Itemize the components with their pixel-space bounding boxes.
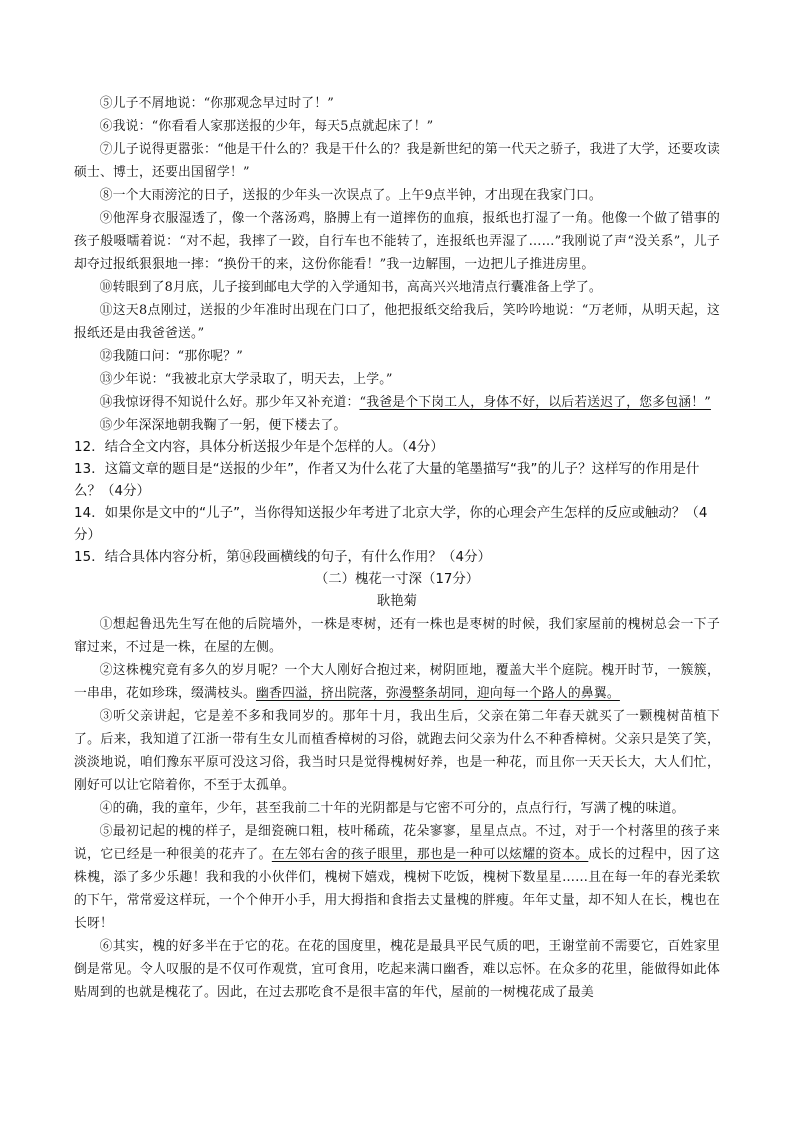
paragraph-14-lead: ⑭我惊讶得不知说什么好。那少年又补充道：	[99, 395, 360, 410]
question-15: 15．结合具体内容分析，第⑭段画横线的句子，有什么作用？（4分）	[74, 550, 492, 565]
essay-paragraph-2	[74, 659, 720, 705]
essay-paragraph-6: ⑥其实，槐的好多半在于它的花。在花的国度里，槐花是最具平民气质的吧，王谢堂前不需要它，百姓家里倒是常见。令人叹服的是不仅可作观赏，宜可食用，吃起来满口幽香，难以忘怀。在众多的花里，能做得如此体贴周到的也就是槐花了。因此，在过去那吃食不是很丰富的年代，屋前的一树槐花成了最美	[74, 939, 720, 1000]
story-paragraph-13: ⑬少年说：“我被北京大学录取了，明天去，上学。”	[99, 372, 393, 387]
paragraph-2-underlined-sentence: 幽香四溢，挤出院落，弥漫整条胡同，迎向每一个路人的鼻翼。	[255, 686, 620, 701]
paragraph-5-lead: ⑤最初记起的槐的样子，是细瓷碗口粗，枝叶稀疏，花朵寥寥，星星点点。不过，对于一个村落里的孩子来说，它已经是一种很美的花卉了。	[74, 824, 720, 862]
story-paragraph-6: ⑥我说：“你看看人家那送报的少年，每天5点就起床了！”	[99, 119, 434, 134]
story-paragraph-8: ⑧一个大雨滂沱的日子，送报的少年头一次误点了。上午9点半钟，才出现在我家门口。	[99, 188, 602, 203]
story-paragraph-12: ⑫我随口问：“那你呢？”	[99, 349, 244, 364]
story-paragraph-15: ⑮少年深深地朝我鞠了一躬，便下楼去了。	[99, 418, 347, 433]
section-author: 耿艳菊	[376, 594, 418, 609]
story-paragraph-9: ⑨他浑身衣服湿透了，像一个落汤鸡，胳膊上有一道摔伤的血痕，报纸也打湿了一角。他像一个做了错事的孩子般嗫嚅着说：“对不起，我摔了一跤，自行车也不能转了，连报纸也弄湿了……”我刚说了声“没关系”，儿子却夺过报纸狠狠地一摔：“换份干的来，这份你能看！”我一边解围，一边把儿子推进房里。	[74, 211, 720, 272]
essay-paragraph-3: ③听父亲讲起，它是差不多和我同岁的。那年十月，我出生后，父亲在第二年春天就买了一颗槐树苗植下了。后来，我知道了江浙一带有生女儿而植香樟树的习俗，就跑去问父亲为什么不种香樟树。父亲只是笑了笑，淡淡地说，咱们豫东平原可没这习俗，我当时只是觉得槐树好养，也是一种花，而且你一天天长大，大人们忙，刚好可以让它陪着你，不至于太孤单。	[74, 709, 720, 793]
paragraph-5-tail: 成长的过程中，因了这株槐，添了多少乐趣！我和我的小伙伴们，槐树下嬉戏，槐树下吃饭，槐树下数星星……且在每一年的春光柔软的下午，常常爱这样玩，一个个伸开小手，用大拇指和食指去丈量槐的胖瘦。年年丈量，却不知人在长，槐也在长呀！	[74, 847, 720, 931]
essay-paragraph-5	[74, 820, 720, 935]
story-paragraph-10: ⑩转眼到了8月底，儿子接到邮电大学的入学通知书，高高兴兴地清点行囊准备上学了。	[99, 280, 602, 295]
question-13: 13．这篇文章的题目是“送报的少年”，作者又为什么花了大量的笔墨描写“我”的儿子？这样写的作用是什么？（4分）	[74, 462, 700, 499]
paragraph-5-underlined-sentence: 在左邻右舍的孩子眼里，那也是一种可以炫耀的资本。	[271, 847, 589, 862]
story-paragraph-14	[74, 391, 720, 414]
question-12: 12．结合全文内容，具体分析送报少年是个怎样的人。（4分）	[74, 440, 444, 455]
section-title: （二）槐花一寸深（17分）	[314, 572, 480, 587]
essay-paragraph-4: ④的确，我的童年，少年，甚至我前二十年的光阴都是与它密不可分的，点点行行，写满了槐的味道。	[99, 801, 685, 816]
story-paragraph-11: ⑪这天8点刚过，送报的少年准时出现在门口了，他把报纸交给我后，笑吟吟地说：“万老师，从明天起，这报纸还是由我爸爸送。”	[74, 303, 720, 341]
story-paragraph-7: ⑦儿子说得更嚣张：“他是干什么的？我是干什么的？我是新世纪的第一代天之骄子，我进了大学，还要攻读硕士、博士，还要出国留学！”	[74, 142, 720, 180]
paragraph-14-underlined-sentence: “我爸是个下岗工人，身体不好，以后若送迟了，您多包涵！”	[359, 395, 711, 410]
question-14: 14．如果你是文中的“儿子”，当你得知送报少年考进了北京大学，你的心理会产生怎样的反应或触动？（4分）	[74, 506, 708, 543]
story-paragraph-5: ⑤儿子不屑地说：“你那观念早过时了！”	[99, 96, 335, 111]
paragraph-2-lead: ②这株槐究竟有多久的岁月呢？一个大人刚好合抱过来，树阴匝地，覆盖大半个庭院。槐开时节，一簇簇，一串串，花如珍珠，缀满枝头。	[74, 663, 720, 701]
exam-page	[74, 92, 720, 1004]
essay-paragraph-1: ①想起鲁迅先生写在他的后院墙外，一株是枣树，还有一株也是枣树的时候，我们家屋前的槐树总会一下子窜过来，不过是一株，在屋的左侧。	[74, 617, 720, 655]
